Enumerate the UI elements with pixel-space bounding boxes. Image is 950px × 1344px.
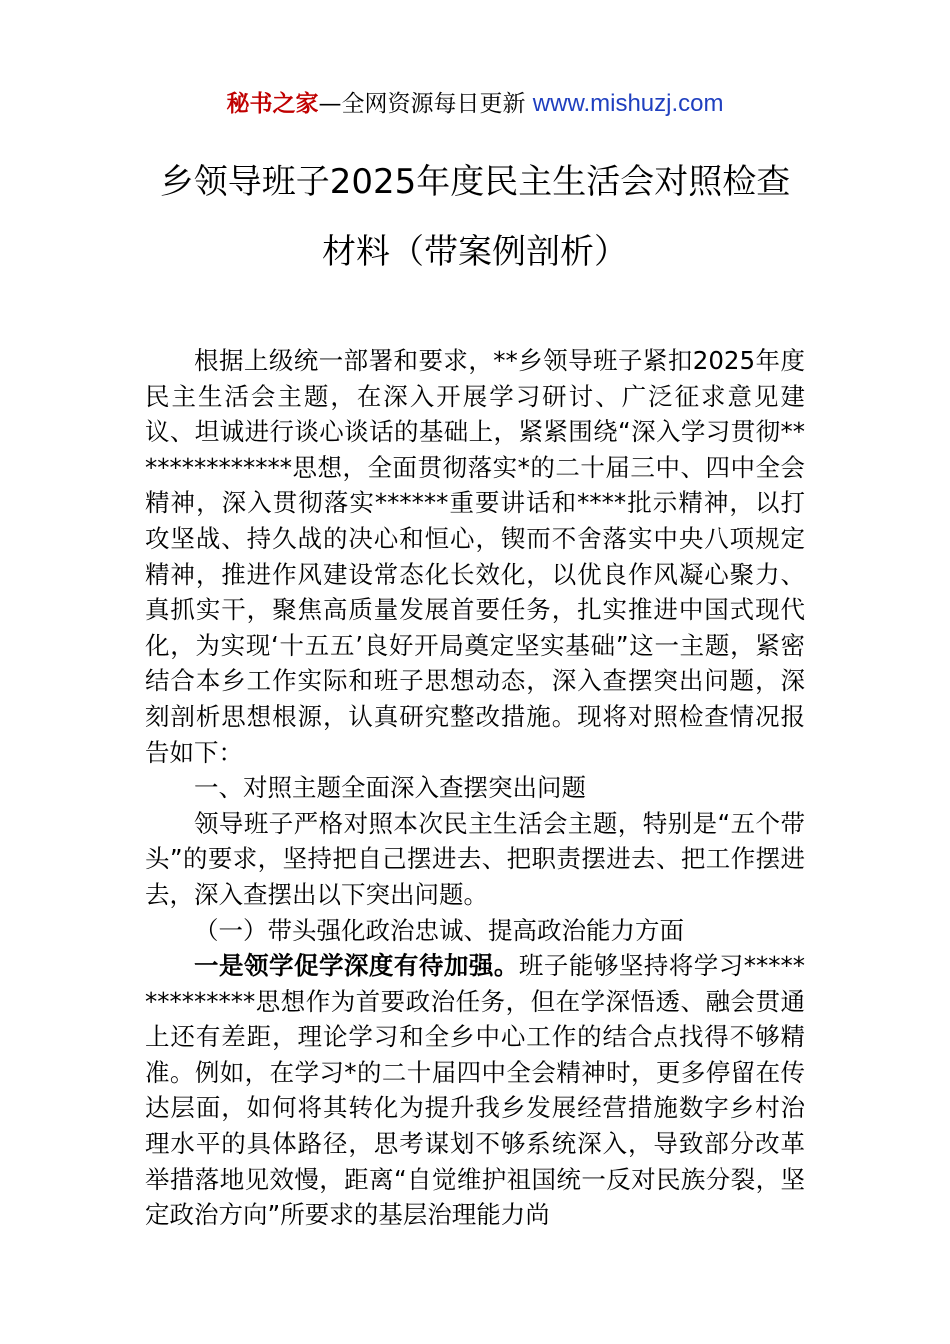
section1-heading: 一、对照主题全面深入查摆突出问题 xyxy=(194,773,586,803)
intro-paragraph: 根据上级统一部署和要求，**乡领导班子紧扣2025年度民主生活会主题，在深入开展学习研讨、广泛征求意见建议、坦诚进行谈心谈话的基础上，紧紧围绕“深入学习贯彻**************思想，全面贯彻落实*的二十届三中、四中全会精神，深入贯彻落实******重要讲话和****批示精神，以打攻坚战、持久战的决心和恒心，锲而不舍落实中央八项规定精神，推进作风建设常态化长效化，以优良作风凝心聚力、真抓实干，聚焦高质量发展首要任务，扎实推进中国式现代化，为实现‘十五五’良好开局奠定坚实基础”这一主题，紧密结合本乡工作实际和班子思想动态，深入查摆突出问题，深刻剖析思想根源，认真研究整改措施。现将对照检查情况报告如下： xyxy=(145,346,805,767)
point1-body: 班子能够坚持将学习**************思想作为首要政治任务，但在学深悟透、融会贯通上还有差距，理论学习和全乡中心工作的结合点找得不够精准。例如，在学习*的二十届四中全会精神时，更多停留在传达层面，如何将其转化为提升我乡发展经营措施数字乡村治理水平的具体路径，思考谋划不够系统深入，导致部分改革举措落地见效慢，距离“自觉维护祖国统一反对民族分裂，坚定政治方向”所要求的基层治理能力尚 xyxy=(145,951,806,1230)
section1-paragraph: 领导班子严格对照本次民主生活会主题，特别是“五个带头”的要求，坚持把自己摆进去、把职责摆进去、把工作摆进去，深入查摆出以下突出问题。 xyxy=(145,808,805,909)
document-title-line2: 材料（带案例剖析） xyxy=(322,232,628,272)
point1-lead: 一是领学促学深度有待加强。 xyxy=(194,951,519,981)
site-brand: 秘书之家 xyxy=(226,91,319,117)
document-body xyxy=(145,343,805,1233)
site-url-link[interactable]: www.mishuzj.com xyxy=(532,90,724,117)
subsection1-heading: （一）带头强化政治忠诚、提高政治能力方面 xyxy=(194,915,684,945)
document-title-line1: 乡领导班子2025年度民主生活会对照检查 xyxy=(159,162,791,202)
site-header xyxy=(0,88,950,120)
point1-paragraph xyxy=(145,948,805,1233)
site-tagline: —全网资源每日更新 xyxy=(318,91,533,117)
